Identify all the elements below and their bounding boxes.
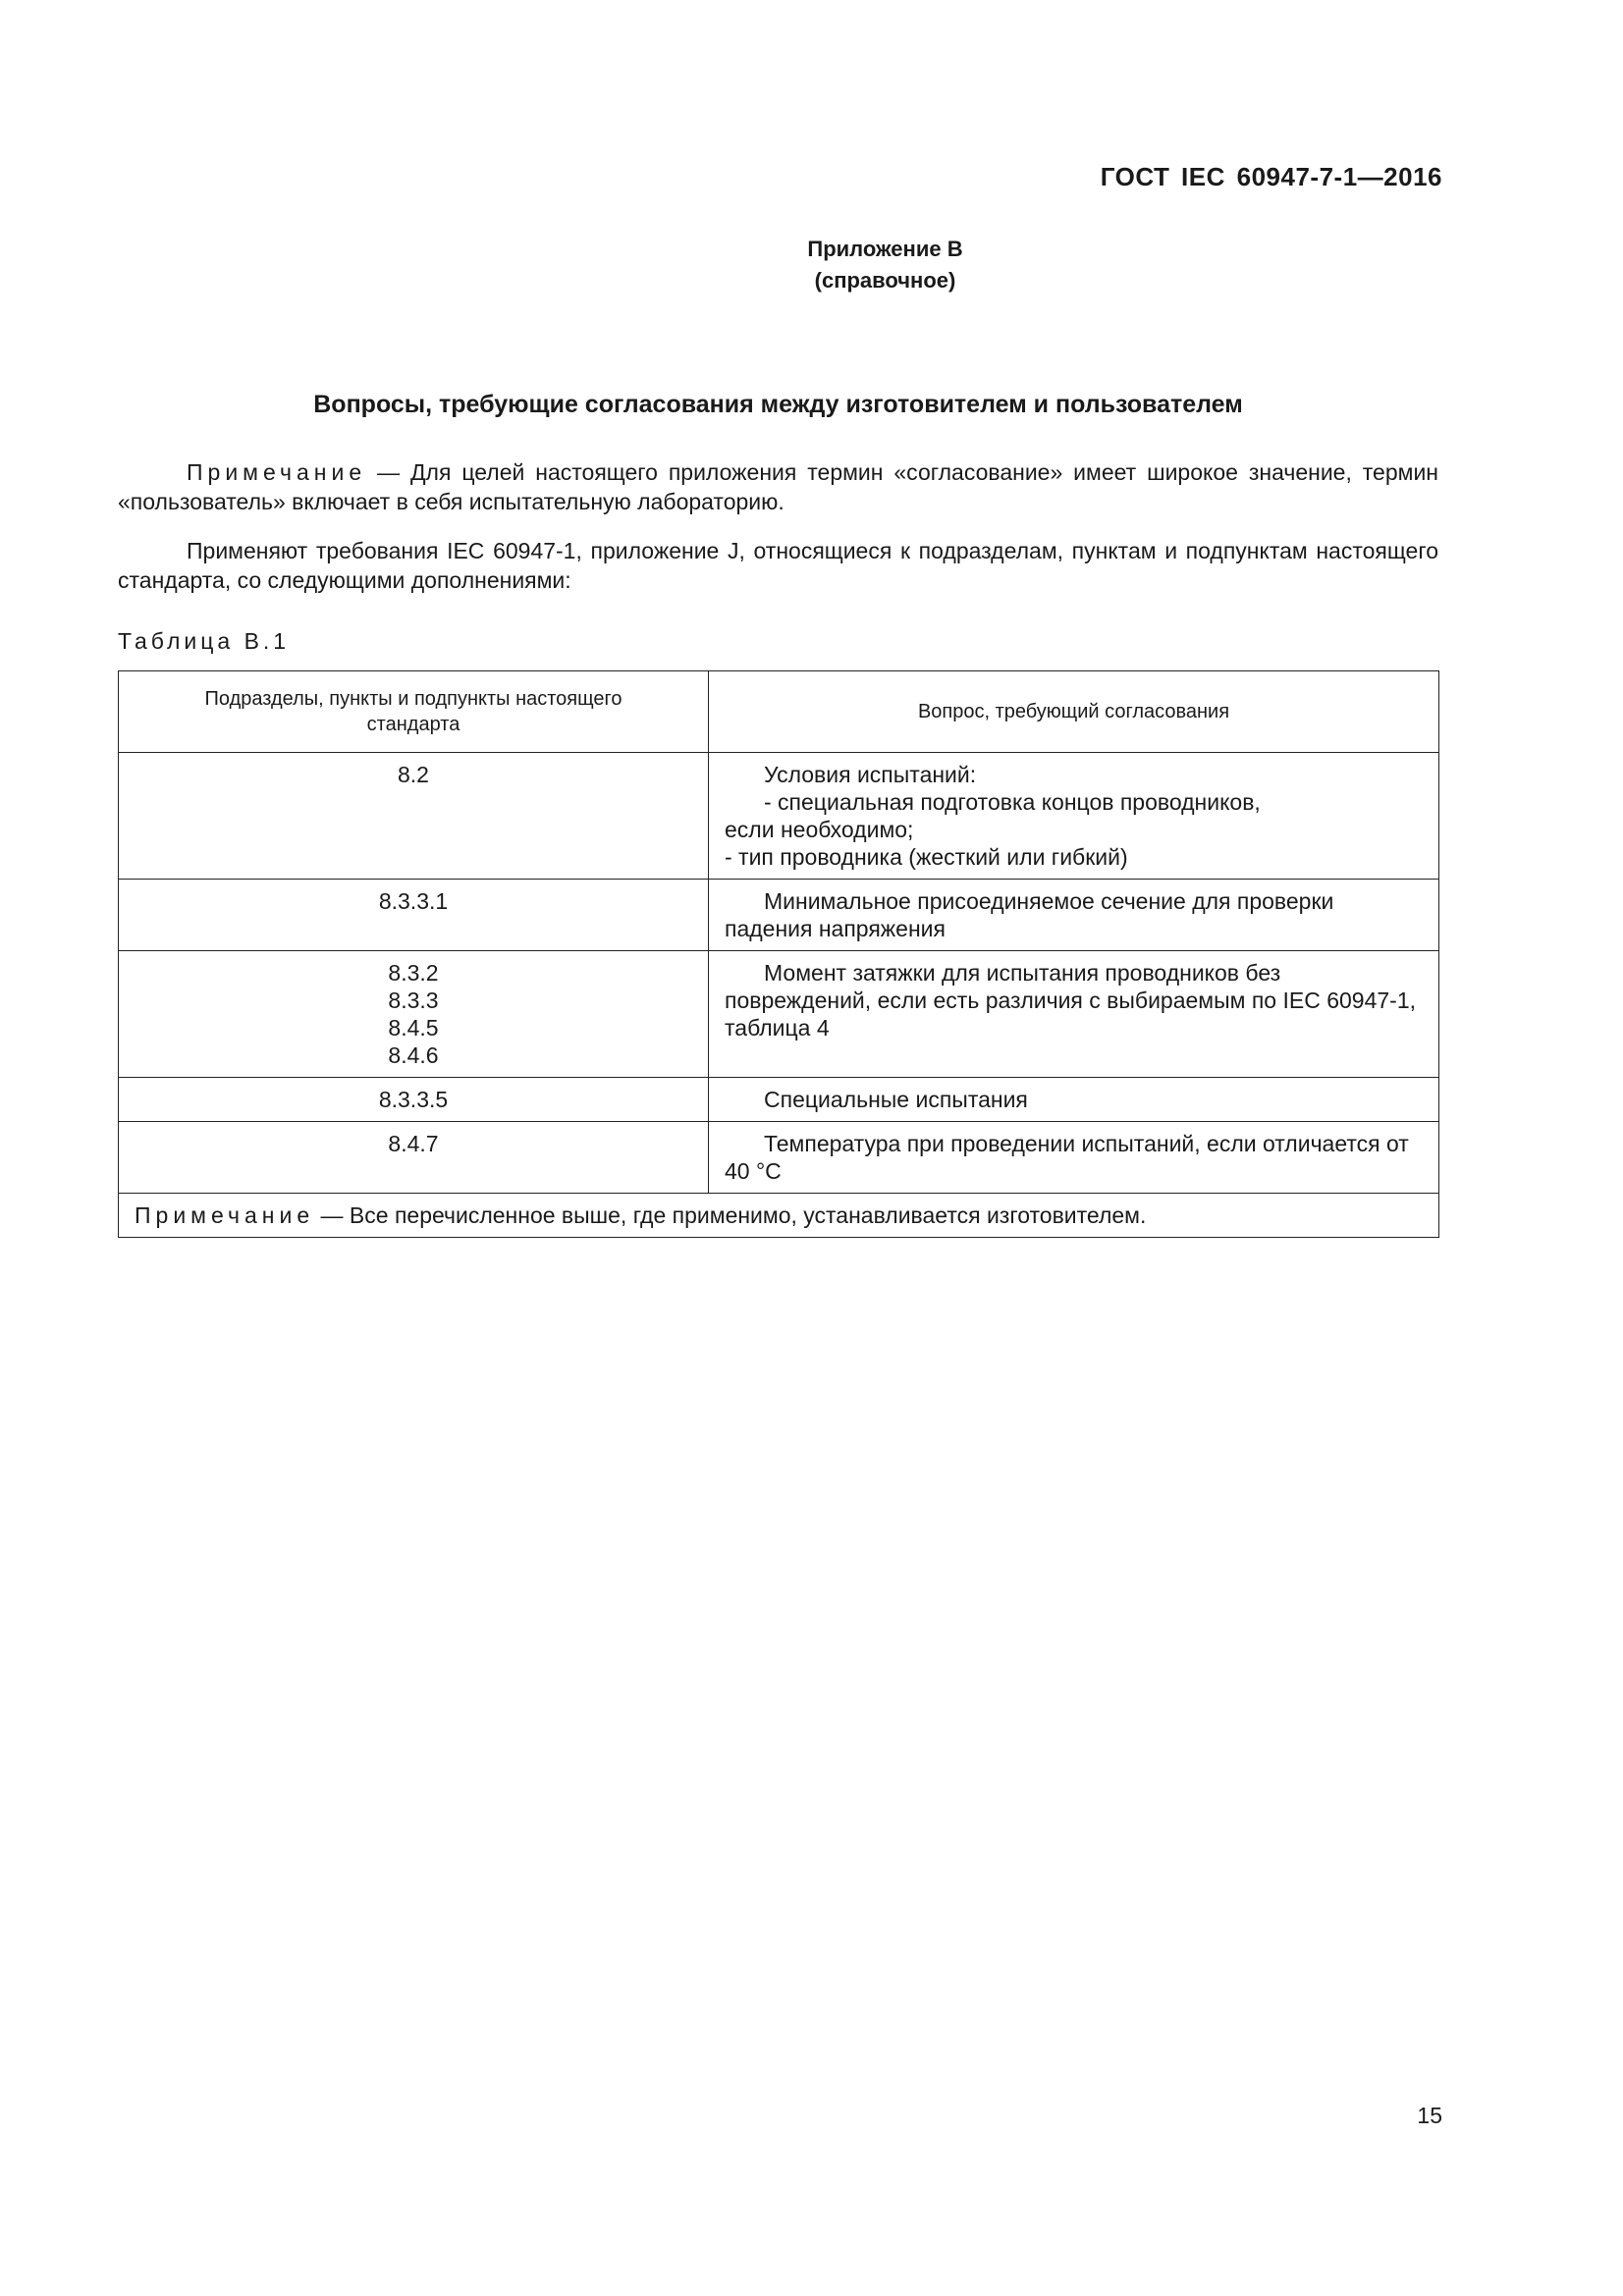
table-row bbox=[119, 1078, 1439, 1122]
clause-cell bbox=[119, 1078, 709, 1122]
annex-type: (справочное) bbox=[814, 268, 956, 293]
question-cell bbox=[709, 753, 1439, 880]
question-line: - специальная подготовка концов проводников, bbox=[764, 789, 1261, 815]
table-note-label: Примечание bbox=[135, 1202, 315, 1228]
annex-title: Приложение В bbox=[807, 237, 963, 261]
clause-number: 8.3.3 bbox=[388, 988, 439, 1013]
table-note-text: — Все перечисленное выше, где применимо, устанавливается изготовителем. bbox=[320, 1202, 1147, 1228]
question-text: Минимальное присоединяемое сечение для проверки падения напряжения bbox=[725, 888, 1334, 941]
question-text: Специальные испытания bbox=[764, 1087, 1028, 1112]
question-cell bbox=[709, 1122, 1439, 1194]
clause-number: 8.4.5 bbox=[388, 1015, 439, 1041]
note-paragraph bbox=[118, 457, 1438, 516]
clause-cell bbox=[119, 753, 709, 880]
question-cell bbox=[709, 1078, 1439, 1122]
clause-number: 8.4.6 bbox=[388, 1042, 439, 1068]
clause-cell bbox=[119, 880, 709, 951]
table-note-row bbox=[119, 1194, 1439, 1238]
clause-number: 8.2 bbox=[398, 762, 429, 787]
note-label: Примечание bbox=[187, 459, 367, 485]
table-row bbox=[119, 1122, 1439, 1194]
clause-cell bbox=[119, 1122, 709, 1194]
table-header-row bbox=[119, 671, 1439, 753]
table-row bbox=[119, 880, 1439, 951]
clause-number: 8.3.3.5 bbox=[378, 1087, 449, 1112]
question-line: - тип проводника (жесткий или гибкий) bbox=[725, 844, 1128, 870]
question-cell bbox=[709, 951, 1439, 1078]
question-text: Момент затяжки для испытания проводников без повреждений, если есть различия с выбираемым по IEC 60947-1, таблица 4 bbox=[725, 960, 1417, 1041]
clause-cell bbox=[119, 951, 709, 1078]
table-row bbox=[119, 753, 1439, 880]
note-text: — Для целей настоящего приложения термин «согласование» имеет широкое значение, термин «пользователь» включает в себя испытательную лабораторию. bbox=[118, 459, 1439, 514]
table-caption: Таблица В.1 bbox=[118, 628, 291, 654]
annex-heading bbox=[0, 234, 1623, 296]
page-title: Вопросы, требующие согласования между изготовителем и пользователем bbox=[313, 391, 1243, 418]
question-line: Условия испытаний: bbox=[764, 762, 977, 787]
question-line: если необходимо; bbox=[725, 817, 914, 842]
body-paragraph bbox=[118, 536, 1438, 595]
column-header-clauses: Подразделы, пункты и подпункты настоящего стандарта bbox=[119, 671, 709, 753]
clause-number: 8.4.7 bbox=[388, 1131, 439, 1156]
table-note bbox=[119, 1194, 1439, 1238]
clause-number: 8.3.3.1 bbox=[378, 888, 449, 914]
standard-code: ГОСТ IEC 60947-7-1—2016 bbox=[1100, 162, 1442, 191]
body-text: Применяют требования IEC 60947-1, приложение J, относящиеся к подразделам, пунктам и подпунктам настоящего стандарта, со следующими дополнениями: bbox=[118, 538, 1438, 593]
question-text: Температура при проведении испытаний, если отличается от 40 °С bbox=[725, 1131, 1409, 1184]
column-header-question: Вопрос, требующий согласования bbox=[709, 671, 1439, 753]
question-cell bbox=[709, 880, 1439, 951]
clause-number: 8.3.2 bbox=[388, 960, 439, 986]
table-row bbox=[119, 951, 1439, 1078]
requirements-table bbox=[118, 670, 1439, 1238]
page-number: 15 bbox=[1417, 2103, 1442, 2128]
